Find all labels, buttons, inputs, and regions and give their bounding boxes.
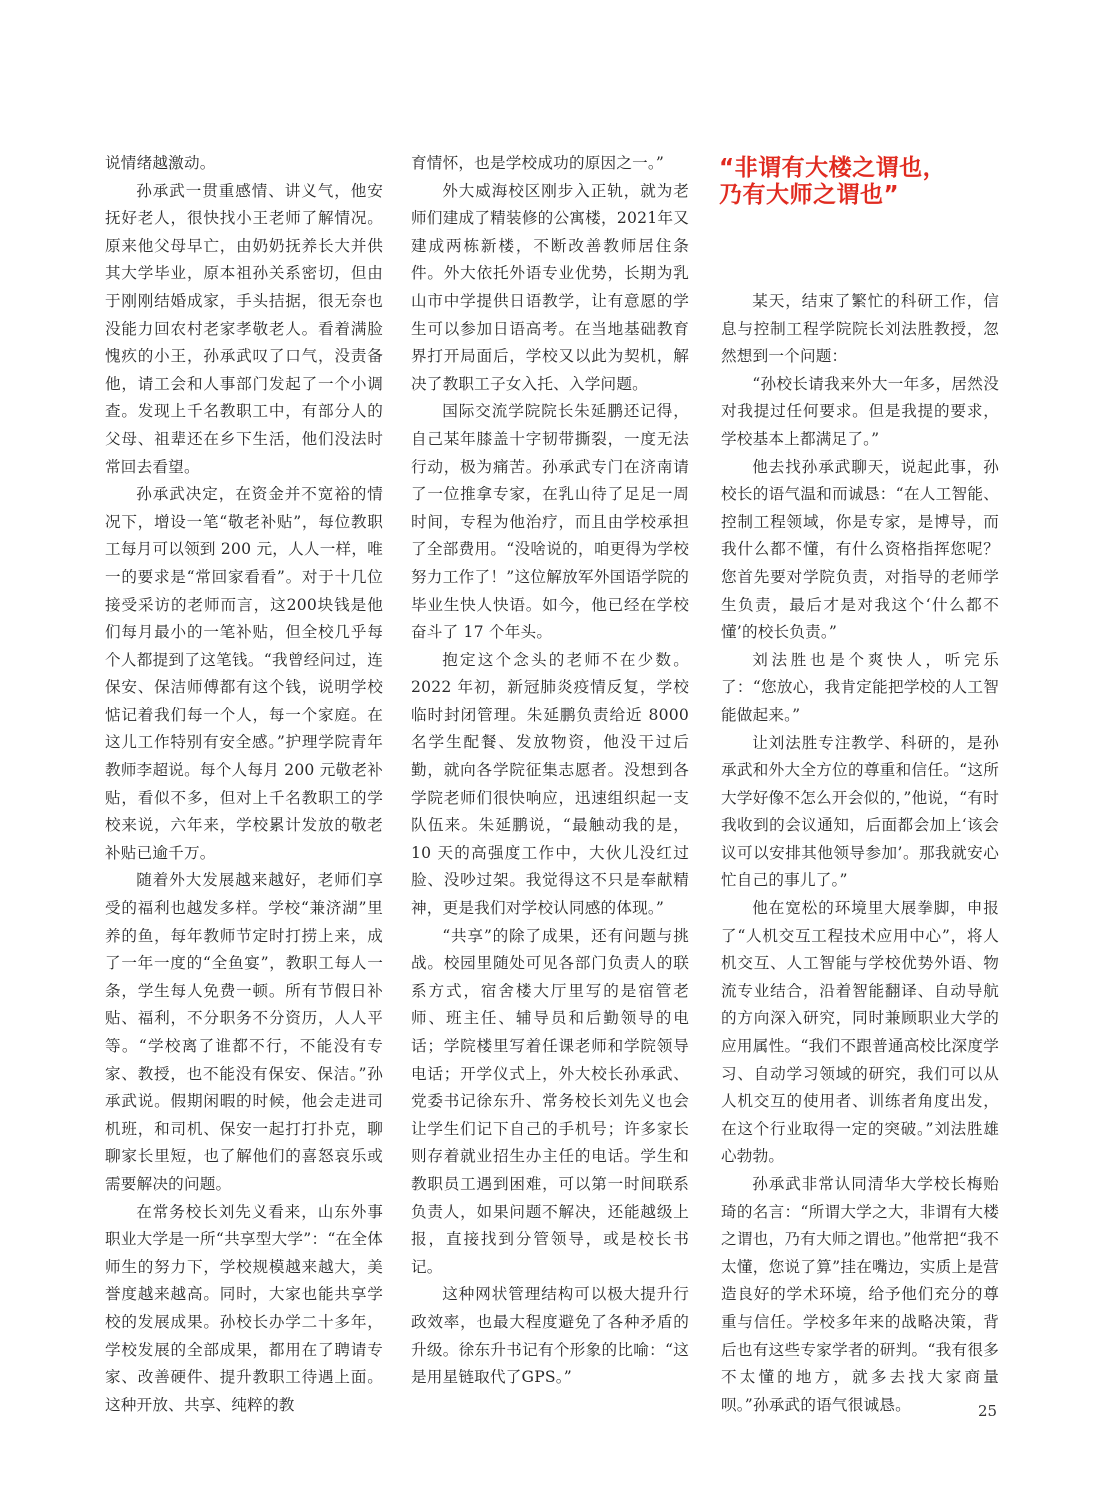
page-number: 25 [978, 1402, 998, 1420]
headline-line-1: “非谓有大楼之谓也， [719, 155, 947, 181]
text-column-2 [411, 150, 689, 1392]
text-column-1 [105, 150, 383, 1419]
paragraph: 孙承武非常认同清华大学校长梅贻琦的名言：“所谓大学之大，非谓有大楼之谓也，乃有大师之谓也。”他常把“我不太懂，您说了算”挂在嘴边，实质上是营造良好的学术环境，给予他们充分的尊重与信任。学校多年来的战略决策，背后也有这些专家学者的研判。“我有很多不太懂的地方，就多去找大家商量呗。”孙承武的语气很诚恳。 [721, 1175, 999, 1414]
paragraph: 随着外大发展越来越好，老师们享受的福利也越发多样。学校“兼济湖”里养的鱼，每年教师节定时打捞上来，成了一年一度的“全鱼宴”，教职工每人一条，学生每人免费一顿。所有节假日补贴、福利，不分职务不分资历，人人平等。“学校离了谁都不行，不能没有专家、教授，也不能没有保安、保洁。”孙承武说。假期闲暇的时候，他会走进司机班，和司机、保安一起打打扑克，聊聊家长里短，也了解他们的喜怒哀乐或需要解决的问题。 [105, 871, 383, 1193]
paragraph: 国际交流学院院长朱延鹏还记得，自己某年膝盖十字韧带撕裂，一度无法行动，极为痛苦。孙承武专门在济南请了一位推拿专家，在乳山待了足足一周时间，专程为他治疗，而且由学校承担了全部费用。“没啥说的，咱更得为学校努力工作了！”这位解放军外国语学院的毕业生快人快语。如今，他已经在学校奋斗了 17 个年头。 [411, 402, 689, 642]
paragraph: 刘法胜也是个爽快人，听完乐了：“您放心，我肯定能把学校的人工智能做起来。” [721, 650, 999, 724]
paragraph: 他去找孙承武聊天，说起此事，孙校长的语气温和而诚恳：“在人工智能、控制工程领域，你是专家，是博导，而我什么都不懂，有什么资格指挥您呢？您首先要对学院负责，对指导的老师学生负责，最后才是对我这个‘什么都不懂’的校长负责。” [721, 457, 999, 642]
paragraph: 让刘法胜专注教学、科研的，是孙承武和外大全方位的尊重和信任。“这所大学好像不怎么开会似的，”他说，“有时我收到的会议通知，后面都会加上‘该会议可以安排其他领导参加’。那我就安心忙自己的事儿了。” [721, 733, 999, 890]
paragraph: 育情怀，也是学校成功的原因之一。” [411, 154, 665, 172]
paragraph: 抱定这个念头的老师不在少数。2022 年初，新冠肺炎疫情反复，学校临时封闭管理。朱延鹏负责给近 8000 名学生配餐、发放物资，他没干过后勤，就向各学院征集志愿者。没想到各学院老师们很快响应，迅速组织起一支队伍来。朱延鹏说，“最触动我的是，10 天的高强度工作中，大伙儿没红过脸、没吵过架。我觉得这不只是奉献精神，更是我们对学校认同感的体现。” [411, 650, 689, 918]
paragraph: 孙承武一贯重感情、讲义气，他安抚好老人，很快找小王老师了解情况。原来他父母早亡，由奶奶抚养长大并供其大学毕业，原本祖孙关系密切，但由于刚刚结婚成家，手头拮据，很无奈也没能力回农村老家孝敬老人。看着满脸愧疚的小王，孙承武叹了口气，没责备他，请工会和人事部门发起了一个小调查。发现上千名教职工中，有部分人的父母、祖辈还在乡下生活，他们没法时常回去看望。 [105, 181, 383, 476]
paragraph: 这种网状管理结构可以极大提升行政效率，也最大程度避免了各种矛盾的升级。徐东升书记有个形象的比喻：“这是用星链取代了GPS。” [411, 1285, 689, 1387]
headline-line-2: 乃有大师之谓也” [719, 182, 900, 208]
paragraph: 外大威海校区刚步入正轨，就为老师们建成了精装修的公寓楼，2021年又建成两栋新楼，不断改善教师居住条件。外大依托外语专业优势，长期为乳山市中学提供日语教学，让有意愿的学生可以参加日语高考。在当地基础教育界打开局面后，学校又以此为契机，解决了教职工子女入托、入学问题。 [411, 181, 689, 393]
section-headline [719, 155, 1019, 209]
paragraph: 在常务校长刘先义看来，山东外事职业大学是一所“共享型大学”：“在全体师生的努力下，学校规模越来越大，美誉度越来越高。同时，大家也能共享学校的发展成果。孙校长办学二十多年，学校发展的全部成果，都用在了聘请专家、改善硬件、提升教职工待遇上面。这种开放、共享、纯粹的教 [105, 1202, 383, 1414]
paragraph: 说情绪越激动。 [105, 154, 216, 172]
paragraph: “孙校长请我来外大一年多，居然没对我提过任何要求。但是我提的要求，学校基本上都满足了。” [721, 374, 999, 448]
text-column-3 [721, 288, 999, 1419]
paragraph: 某天，结束了繁忙的科研工作，信息与控制工程学院院长刘法胜教授，忽然想到一个问题： [721, 292, 999, 366]
paragraph: 他在宽松的环境里大展拳脚，申报了“人机交互工程技术应用中心”，将人机交互、人工智能与学校优势外语、物流专业结合，沿着智能翻译、自动导航的方向深入研究，同时兼顾职业大学的应用属性。“我们不跟普通高校比深度学习、自动学习领域的研究，我们可以从人机交互的使用者、训练者角度出发，在这个行业取得一定的突破。”刘法胜雄心勃勃。 [721, 899, 999, 1166]
paragraph: 孙承武决定，在资金并不宽裕的情况下，增设一笔“敬老补贴”，每位教职工每月可以领到 200 元，人人一样，唯一的要求是“常回家看看”。对于十几位接受采访的老师而言，这200块钱是他们每月最小的一笔补贴，但全校几乎每个人都提到了这笔钱。“我曾经问过，连保安、保洁师傅都有这个钱，说明学校惦记着我们每一个人，每一个家庭。在这儿工作特别有安全感。”护理学院青年教师李超说。每个人每月 200 元敬老补贴，看似不多，但对上千名教职工的学校来说，六年来，学校累计发放的敬老补贴已逾千万。 [105, 485, 383, 862]
paragraph: “共享”的除了成果，还有问题与挑战。校园里随处可见各部门负责人的联系方式，宿舍楼大厅里写的是宿管老师、班主任、辅导员和后勤领导的电话；学院楼里写着任课老师和学院领导电话；开学仪式上，外大校长孙承武、党委书记徐东升、常务校长刘先义也会让学生们记下自己的手机号；许多家长则存着就业招生办主任的电话。学生和教职员工遇到困难，可以第一时间联系负责人，如果问题不解决，还能越级上报，直接找到分管领导，或是校长书记。 [411, 926, 689, 1276]
